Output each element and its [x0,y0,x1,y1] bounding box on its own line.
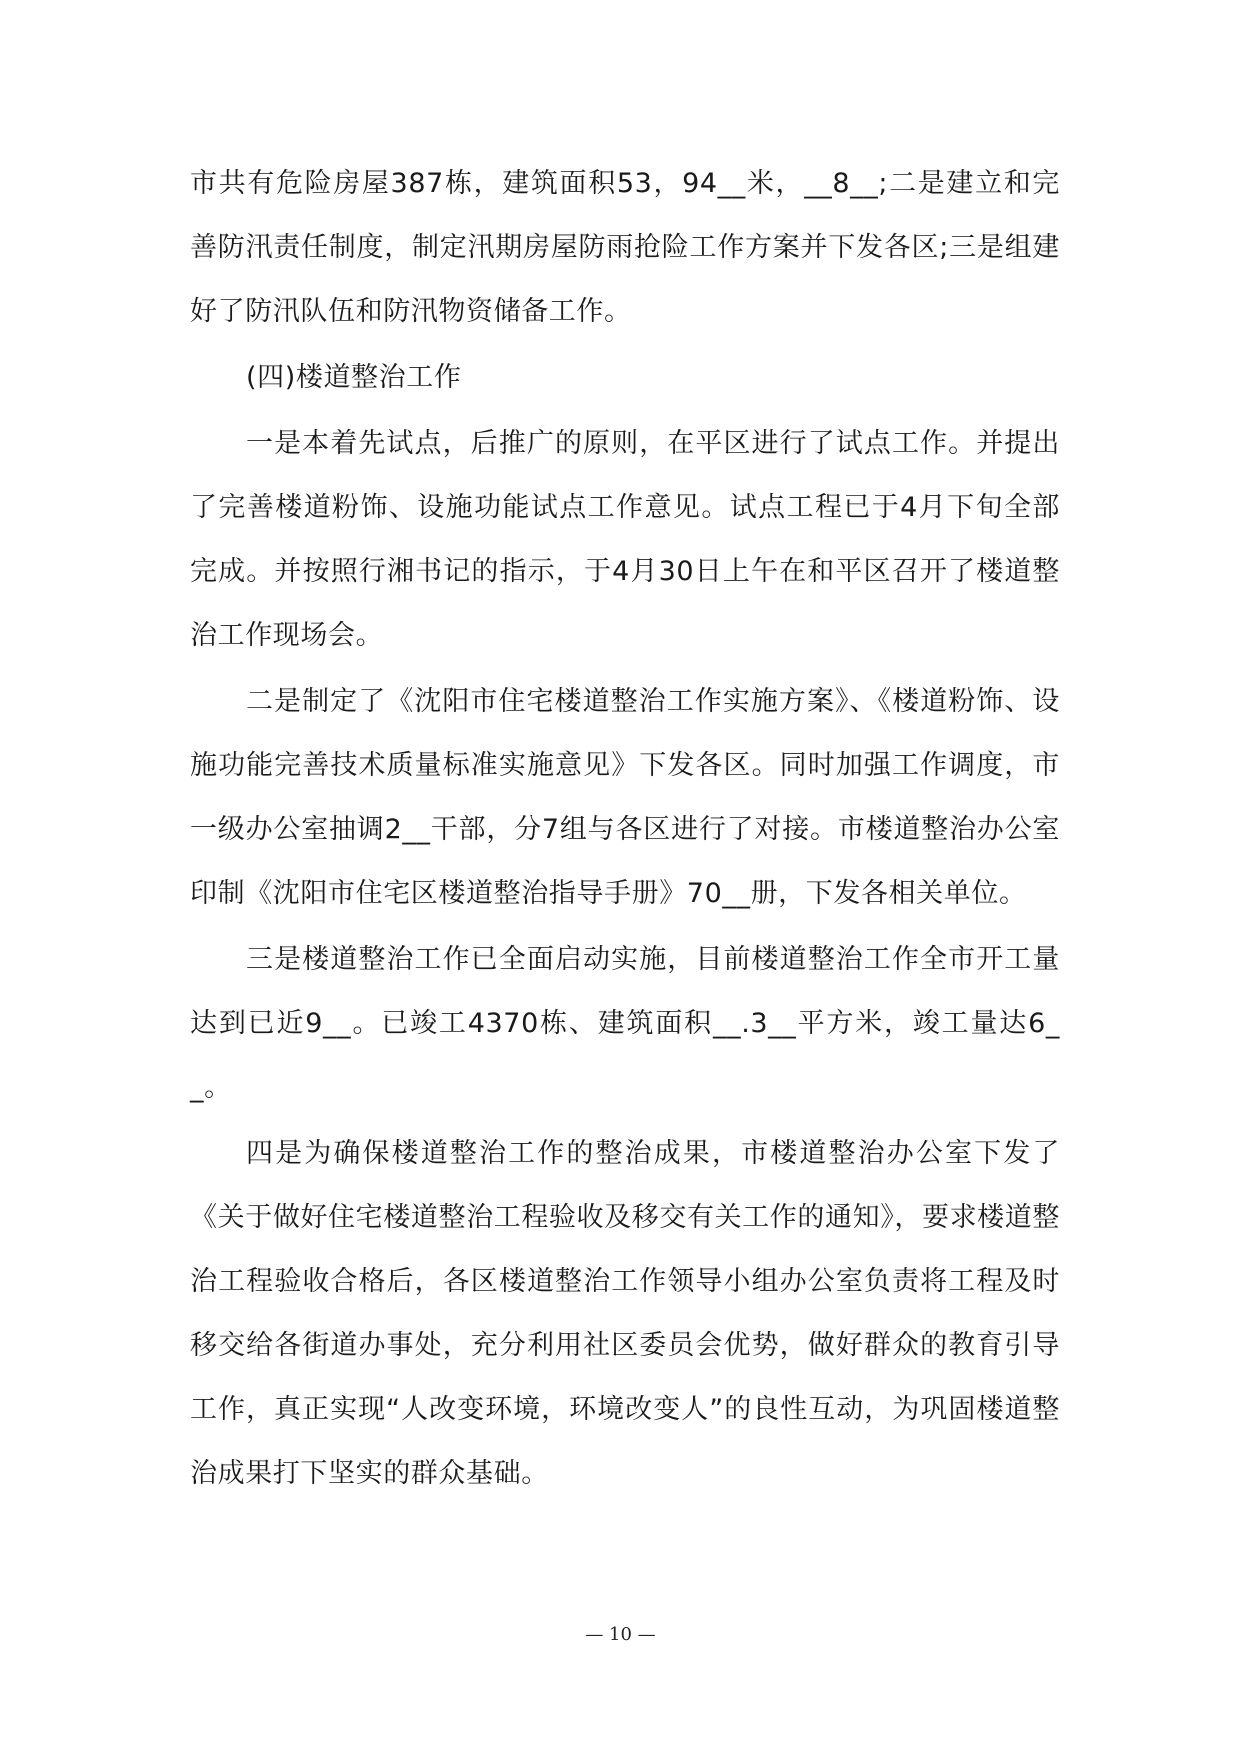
paragraph-progress: 三是楼道整治工作已全面启动实施，目前楼道整治工作全市开工量达到已近9__。已竣工4370栋、建筑面积__.3__平方米，竣工量达6__。 [190,944,1060,1103]
paragraph-pilot-work: 一是本着先试点，后推广的原则，在平区进行了试点工作。并提出了完善楼道粉饰、设施功能试点工作意见。试点工程已于4月下旬全部完成。并按照行湘书记的指示，于4月30日上午在和平区召开了楼道整治工作现场会。 [190,428,1060,651]
paragraph-implementation-plan: 二是制定了《沈阳市住宅楼道整治工作实施方案》、《楼道粉饰、设施功能完善技术质量标准实施意见》下发各区。同时加强工作调度，市一级办公室抽调2__干部，分7组与各区进行了对接。市楼道整治办公室印制《沈阳市住宅区楼道整治指导手册》70__册，下发各相关单位。 [190,686,1060,909]
page-number: — 10 — [585,1624,656,1645]
section-heading-corridor-renovation: (四)楼道整治工作 [246,362,462,393]
paragraph-acceptance-handover: 四是为确保楼道整治工作的整治成果，市楼道整治办公室下发了《关于做好住宅楼道整治工程验收及移交有关工作的通知》，要求楼道整治工程验收合格后，各区楼道整治工作领导小组办公室负责将工程及时移交给各街道办事处，充分利用社区委员会优势，做好群众的教育引导工作，真正实现“人改变环境，环境改变人”的良性互动，为巩固楼道整治成果打下坚实的群众基础。 [190,1138,1060,1489]
document-body [190,152,1060,1506]
paragraph-danger-houses: 市共有危险房屋387栋，建筑面积53，94__米，__8__;二是建立和完善防汛责任制度，制定汛期房屋防雨抢险工作方案并下发各区;三是组建好了防汛队伍和防汛物资储备工作。 [190,168,1060,327]
